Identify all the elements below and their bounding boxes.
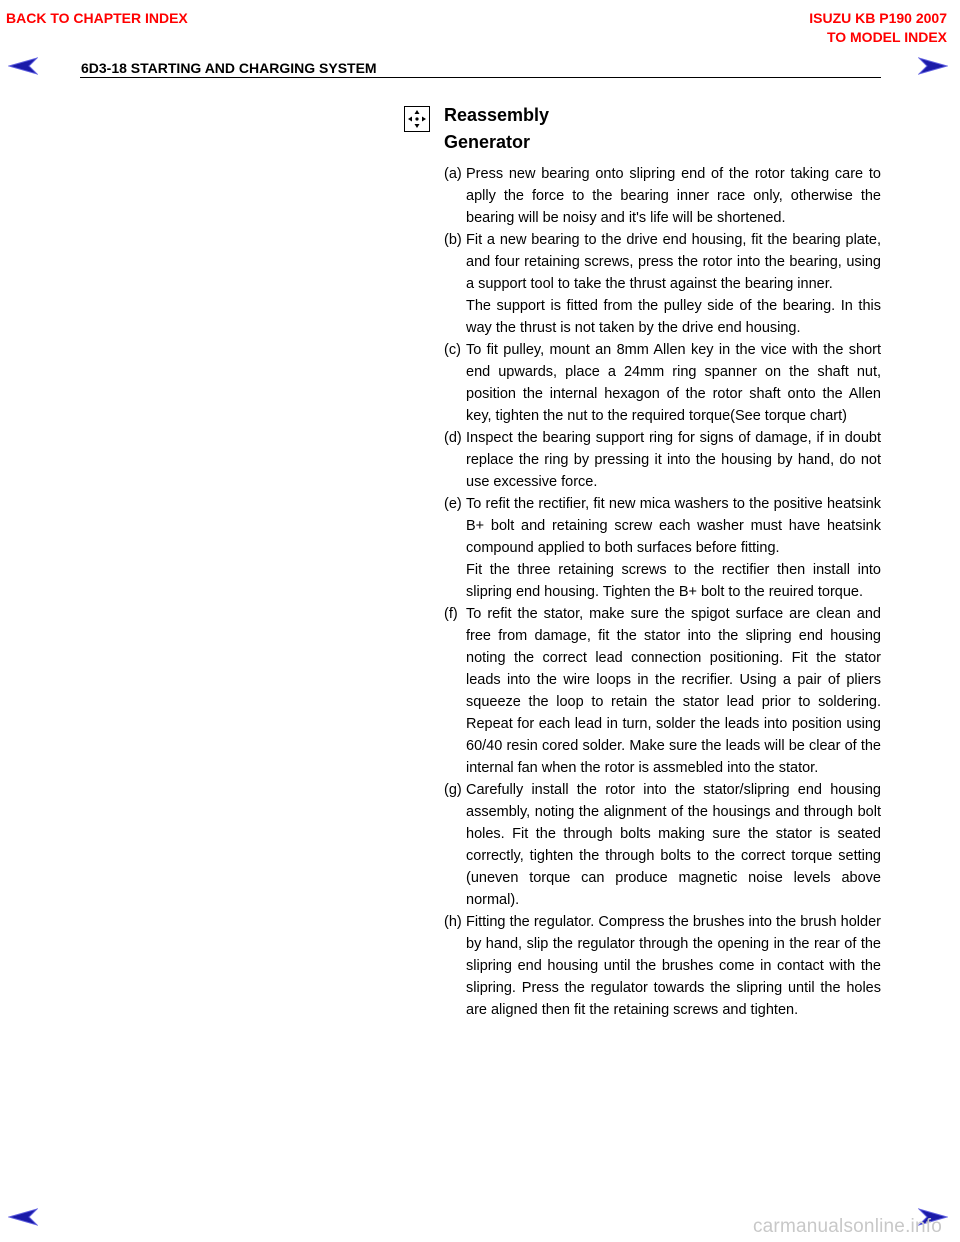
procedure-step <box>444 493 881 603</box>
step-letter: (g) <box>444 782 462 798</box>
step-paragraph: To refit the rectifier, fit new mica washers to the positive heatsink B+ bolt and retaining screw each washer must have heatsink compound applied to both surfaces before fitting. <box>466 496 881 556</box>
step-paragraph: To refit the stator, make sure the spigot surface are clean and free from damage, fit the stator into the slipring end housing noting the correct lead connection positioning. Fit the stator leads into the wire loops in the recrifier. Using a pair of pliers squeeze the loop to retain the stator lead prior to soldering. Repeat for each lead in turn, solder the leads into position using 60/40 resin cored solder. Make sure the leads will be clear of the internal fan when the rotor is assmebled into the stator. <box>466 606 881 776</box>
step-letter: (b) <box>444 232 462 248</box>
procedure-step <box>444 603 881 779</box>
procedure-step <box>444 339 881 427</box>
section-subheading: Generator <box>444 132 531 152</box>
step-letter: (e) <box>444 496 462 512</box>
procedure-step <box>444 427 881 493</box>
back-to-chapter-index-link[interactable]: BACK TO CHAPTER INDEX <box>6 10 188 26</box>
step-letter: (h) <box>444 914 462 930</box>
procedure-step <box>444 229 881 339</box>
step-paragraph: Inspect the bearing support ring for signs of damage, if in doubt replace the ring by pressing it into the housing by hand, do not use excessive force. <box>466 430 881 490</box>
step-paragraph: Fit the three retaining screws to the rectifier then install into slipring end housing. Tighten the B+ bolt to the reuired torque. <box>466 562 881 600</box>
left-arrow-icon[interactable] <box>8 57 38 80</box>
section-heading: Reassembly <box>444 105 550 125</box>
procedure-steps <box>444 163 881 1021</box>
step-paragraph: Fit a new bearing to the drive end housing, fit the bearing plate, and four retaining screws, press the rotor into the bearing, using a support tool to take the thrust against the bearing inner. <box>466 232 881 292</box>
left-arrow-icon[interactable] <box>8 1208 38 1231</box>
watermark-text: carmanualsonline.info <box>752 1216 942 1237</box>
procedure-step <box>444 779 881 911</box>
step-letter: (f) <box>444 606 458 622</box>
model-title-link[interactable]: ISUZU KB P190 2007 <box>809 10 947 26</box>
to-model-index-link[interactable]: TO MODEL INDEX <box>826 29 947 45</box>
procedure-step <box>444 163 881 229</box>
procedure-step <box>444 911 881 1021</box>
right-arrow-icon[interactable] <box>918 57 948 80</box>
step-letter: (d) <box>444 430 462 446</box>
page-header-title: 6D3-18 STARTING AND CHARGING SYSTEM <box>81 60 377 76</box>
reassembly-icon <box>404 106 430 132</box>
step-paragraph: Press new bearing onto slipring end of the rotor taking care to aplly the force to the bearing inner race only, otherwise the bearing will be noisy and it's life will be shortened. <box>466 166 881 226</box>
step-paragraph: To fit pulley, mount an 8mm Allen key in the vice with the short end upwards, place a 24mm ring spanner on the shaft nut, position the internal hexagon of the rotor shaft onto the Allen key, tighten the nut to the required torque(See torque chart) <box>466 342 881 424</box>
step-letter: (a) <box>444 166 462 182</box>
step-paragraph: Carefully install the rotor into the stator/slipring end housing assembly, noting the alignment of the housings and through bolt holes. Fit the through bolts making sure the stator is seated correctly, tighten the through bolts to the correct torque setting (uneven torque can produce magnetic noise levels above normal). <box>466 782 881 908</box>
header-divider <box>80 77 881 78</box>
step-paragraph: Fitting the regulator. Compress the brushes into the brush holder by hand, slip the regulator through the opening in the rear of the slipring end housing until the brushes come in contact with the slipring. Press the regulator towards the slipring until the holes are aligned then fit the retaining screws and tighten. <box>466 914 881 1018</box>
step-paragraph: The support is fitted from the pulley side of the bearing. In this way the thrust is not taken by the drive end housing. <box>466 298 881 336</box>
step-letter: (c) <box>444 342 461 358</box>
